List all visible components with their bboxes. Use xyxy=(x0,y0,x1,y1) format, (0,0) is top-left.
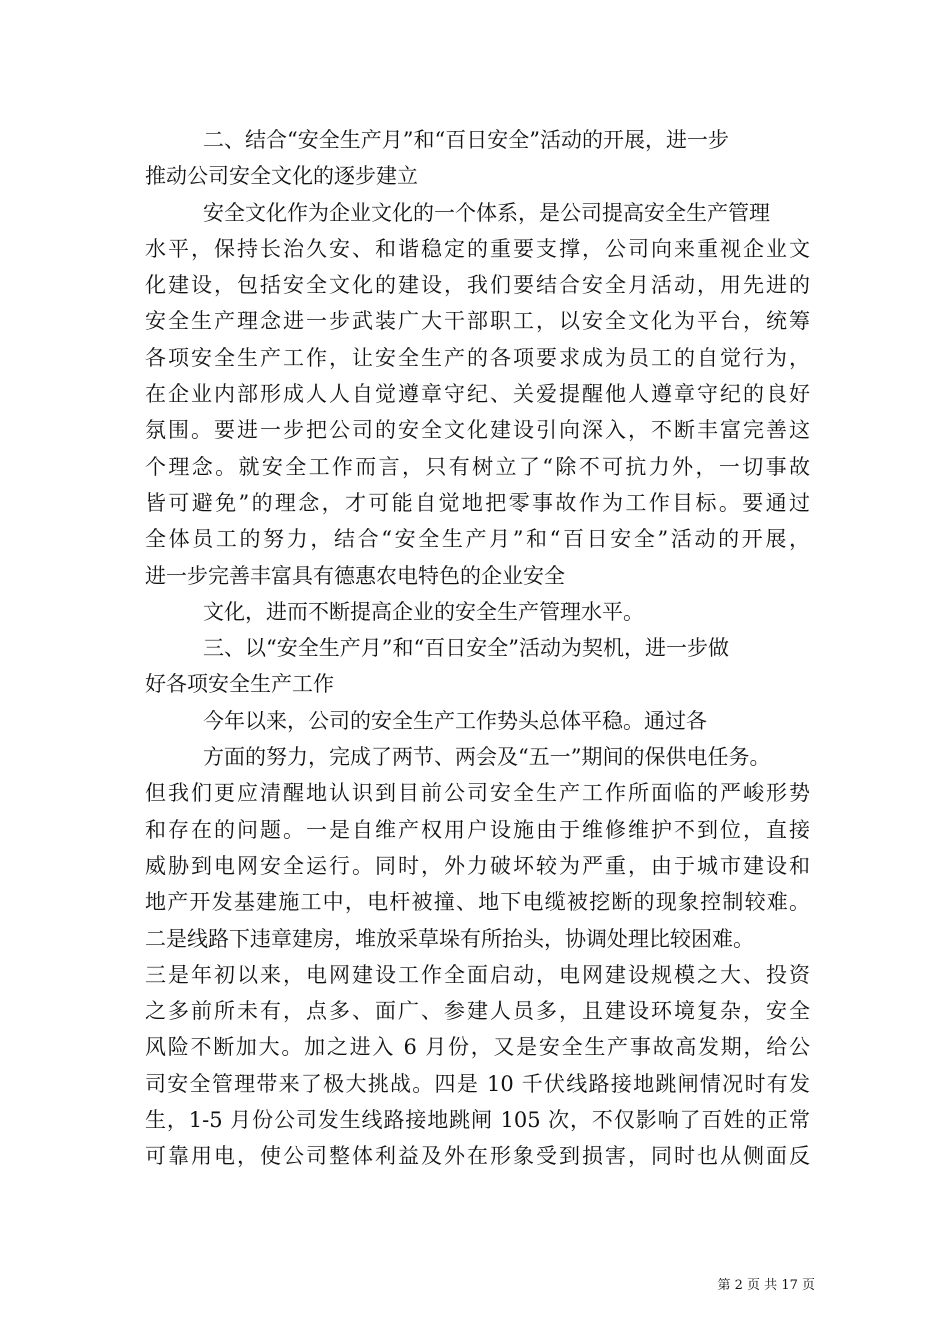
section-heading-3-line-2: 好各项安全生产工作 xyxy=(145,672,334,697)
paragraph-line: 之多前所未有，点多、面广、参建人员多，且建设环境复杂，安全 xyxy=(145,999,810,1024)
paragraph-line: 风险不断加大。加之进入 6 月份，又是安全生产事故高发期，给公 xyxy=(145,1035,810,1060)
paragraph-line: 三是年初以来，电网建设工作全面启动，电网建设规模之大、投资 xyxy=(145,962,810,987)
paragraph-line: 在企业内部形成人人自觉遵章守纪、关爱提醒他人遵章守纪的良好 xyxy=(145,382,810,407)
paragraph-line: 全体员工的努力，结合“安全生产月”和“百日安全”活动的开展， xyxy=(145,527,810,552)
paragraph-line: 水平，保持长治久安、和谐稳定的重要支撑，公司向来重视企业文 xyxy=(145,236,810,261)
paragraph-line: 皆可避免”的理念，才可能自觉地把零事故作为工作目标。要通过 xyxy=(145,490,810,515)
paragraph-line: 个理念。就安全工作而言，只有树立了“除不可抗力外，一切事故 xyxy=(145,454,810,479)
paragraph-line: 生，1-5 月份公司发生线路接地跳闸 105 次，不仅影响了百姓的正常 xyxy=(145,1108,810,1133)
section-heading-3-line-1: 三、以“安全生产月”和“百日安全”活动为契机，进一步做 xyxy=(203,636,729,661)
paragraph-line: 今年以来，公司的安全生产工作势头总体平稳。通过各 xyxy=(203,708,707,733)
paragraph-line: 文化，进而不断提高企业的安全生产管理水平。 xyxy=(203,599,644,624)
paragraph-line: 司安全管理带来了极大挑战。四是 10 千伏线路接地跳闸情况时有发 xyxy=(145,1071,810,1096)
paragraph-line: 方面的努力，完成了两节、两会及“五一”期间的保供电任务。 xyxy=(203,745,771,770)
paragraph-line: 但我们更应清醒地认识到目前公司安全生产工作所面临的严峻形势 xyxy=(145,781,810,806)
paragraph-line: 和存在的问题。一是自维产权用户设施由于维修维护不到位，直接 xyxy=(145,817,810,842)
section-heading-2-line-2: 推动公司安全文化的逐步建立 xyxy=(145,164,418,189)
paragraph-line: 安全生产理念进一步武装广大干部职工，以安全文化为平台，统筹 xyxy=(145,309,810,334)
paragraph-line: 各项安全生产工作，让安全生产的各项要求成为员工的自觉行为， xyxy=(145,345,810,370)
section-heading-2-line-1: 二、结合“安全生产月”和“百日安全”活动的开展，进一步 xyxy=(203,128,729,152)
paragraph-line: 化建设，包括安全文化的建设，我们要结合安全月活动，用先进的 xyxy=(145,273,810,298)
paragraph-line: 威胁到电网安全运行。同时，外力破坏较为严重，由于城市建设和 xyxy=(145,853,810,878)
paragraph-line: 地产开发基建施工中，电杆被撞、地下电缆被挖断的现象控制较难。 xyxy=(145,890,810,915)
document-body xyxy=(145,122,810,1175)
paragraph-line: 氛围。要进一步把公司的安全文化建设引向深入，不断丰富完善这 xyxy=(145,418,810,443)
paragraph-line: 进一步完善丰富具有德惠农电特色的企业安全 xyxy=(145,563,565,588)
paragraph-line: 可靠用电，使公司整体利益及外在形象受到损害，同时也从侧面反 xyxy=(145,1144,810,1169)
page-number: 第 2 页 共 17 页 xyxy=(717,1278,815,1293)
paragraph-line: 安全文化作为企业文化的一个体系，是公司提高安全生产管理 xyxy=(203,200,770,225)
paragraph-line: 二是线路下违章建房，堆放采草垛有所抬头，协调处理比较困难。 xyxy=(145,926,754,951)
